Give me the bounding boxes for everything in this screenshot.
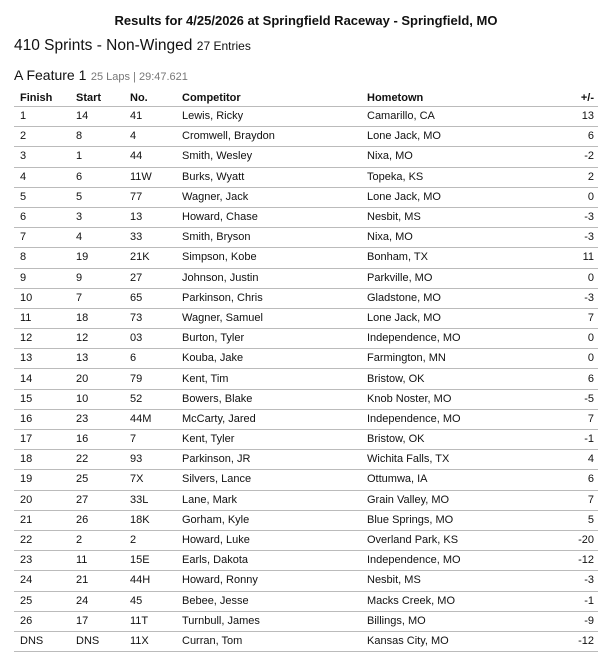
column-header-hometown: Hometown xyxy=(367,87,542,107)
table-row xyxy=(14,430,598,450)
cell-start: 5 xyxy=(76,187,130,207)
table-row xyxy=(14,631,598,651)
table-row xyxy=(14,551,598,571)
cell-hometown: Lone Jack, MO xyxy=(367,187,542,207)
cell-plusminus: -2 xyxy=(542,147,598,167)
table-row xyxy=(14,611,598,631)
cell-competitor: Smith, Bryson xyxy=(182,228,367,248)
table-row xyxy=(14,228,598,248)
cell-finish: 10 xyxy=(14,288,76,308)
cell-number: 44H xyxy=(130,571,182,591)
cell-number: 44M xyxy=(130,409,182,429)
cell-start: 25 xyxy=(76,470,130,490)
cell-plusminus: -5 xyxy=(542,389,598,409)
cell-competitor: Burton, Tyler xyxy=(182,329,367,349)
cell-hometown: Bonham, TX xyxy=(367,248,542,268)
cell-plusminus: 4 xyxy=(542,450,598,470)
cell-start: 6 xyxy=(76,167,130,187)
cell-start: 24 xyxy=(76,591,130,611)
cell-hometown: Lone Jack, MO xyxy=(367,308,542,328)
cell-competitor: Gorham, Kyle xyxy=(182,510,367,530)
cell-competitor: Silvers, Lance xyxy=(182,470,367,490)
report-title: Results for 4/25/2026 at Springfield Raceway - Springfield, MO xyxy=(114,13,498,28)
cell-number: 27 xyxy=(130,268,182,288)
cell-start: 27 xyxy=(76,490,130,510)
table-row xyxy=(14,248,598,268)
table-row xyxy=(14,329,598,349)
cell-plusminus: 13 xyxy=(542,107,598,127)
cell-competitor: Turnbull, James xyxy=(182,611,367,631)
cell-start: 19 xyxy=(76,248,130,268)
cell-start: 8 xyxy=(76,127,130,147)
cell-hometown: Nesbit, MS xyxy=(367,571,542,591)
cell-start: 10 xyxy=(76,389,130,409)
cell-finish: 22 xyxy=(14,530,76,550)
cell-number: 11T xyxy=(130,611,182,631)
cell-finish: 23 xyxy=(14,551,76,571)
cell-competitor: Parkinson, Chris xyxy=(182,288,367,308)
cell-hometown: Knob Noster, MO xyxy=(367,389,542,409)
cell-hometown: Macks Creek, MO xyxy=(367,591,542,611)
cell-finish: 18 xyxy=(14,450,76,470)
cell-plusminus: -12 xyxy=(542,551,598,571)
table-row xyxy=(14,187,598,207)
cell-hometown: Billings, MO xyxy=(367,611,542,631)
cell-competitor: Johnson, Justin xyxy=(182,268,367,288)
cell-finish: 8 xyxy=(14,248,76,268)
cell-number: 33L xyxy=(130,490,182,510)
cell-start: 16 xyxy=(76,430,130,450)
cell-finish: 5 xyxy=(14,187,76,207)
class-name: 410 Sprints - Non-Winged xyxy=(14,37,193,54)
cell-plusminus: 2 xyxy=(542,167,598,187)
cell-competitor: Bebee, Jesse xyxy=(182,591,367,611)
column-header-start: Start xyxy=(76,87,130,107)
cell-finish: 11 xyxy=(14,308,76,328)
cell-plusminus: -3 xyxy=(542,571,598,591)
cell-number: 45 xyxy=(130,591,182,611)
cell-plusminus: 7 xyxy=(542,308,598,328)
cell-plusminus: 6 xyxy=(542,470,598,490)
table-row xyxy=(14,409,598,429)
column-header-number: No. xyxy=(130,87,182,107)
cell-number: 77 xyxy=(130,187,182,207)
cell-plusminus: -3 xyxy=(542,288,598,308)
cell-competitor: Wagner, Samuel xyxy=(182,308,367,328)
cell-finish: 7 xyxy=(14,228,76,248)
cell-competitor: Wagner, Jack xyxy=(182,187,367,207)
cell-start: 26 xyxy=(76,510,130,530)
cell-start: 17 xyxy=(76,611,130,631)
cell-competitor: Earls, Dakota xyxy=(182,551,367,571)
cell-hometown: Independence, MO xyxy=(367,409,542,429)
cell-competitor: Bowers, Blake xyxy=(182,389,367,409)
cell-plusminus: -12 xyxy=(542,631,598,651)
cell-finish: 9 xyxy=(14,268,76,288)
table-row xyxy=(14,127,598,147)
cell-competitor: Smith, Wesley xyxy=(182,147,367,167)
cell-finish: 4 xyxy=(14,167,76,187)
table-row xyxy=(14,107,598,127)
cell-start: 2 xyxy=(76,530,130,550)
cell-finish: 3 xyxy=(14,147,76,167)
cell-hometown: Kansas City, MO xyxy=(367,631,542,651)
cell-hometown: Topeka, KS xyxy=(367,167,542,187)
cell-plusminus: 5 xyxy=(542,510,598,530)
table-header-row xyxy=(14,87,598,107)
cell-competitor: Kent, Tim xyxy=(182,369,367,389)
cell-number: 15E xyxy=(130,551,182,571)
table-row xyxy=(14,167,598,187)
cell-competitor: Simpson, Kobe xyxy=(182,248,367,268)
cell-hometown: Independence, MO xyxy=(367,329,542,349)
cell-hometown: Camarillo, CA xyxy=(367,107,542,127)
cell-number: 79 xyxy=(130,369,182,389)
cell-number: 73 xyxy=(130,308,182,328)
table-row xyxy=(14,207,598,227)
cell-number: 65 xyxy=(130,288,182,308)
cell-start: 7 xyxy=(76,288,130,308)
cell-start: 23 xyxy=(76,409,130,429)
cell-number: 6 xyxy=(130,349,182,369)
cell-finish: 6 xyxy=(14,207,76,227)
cell-finish: DNS xyxy=(14,631,76,651)
cell-finish: 26 xyxy=(14,611,76,631)
cell-plusminus: 6 xyxy=(542,127,598,147)
cell-number: 18K xyxy=(130,510,182,530)
cell-plusminus: -1 xyxy=(542,430,598,450)
cell-start: 21 xyxy=(76,571,130,591)
cell-start: 22 xyxy=(76,450,130,470)
column-header-finish: Finish xyxy=(14,87,76,107)
cell-number: 41 xyxy=(130,107,182,127)
cell-plusminus: 0 xyxy=(542,349,598,369)
cell-number: 44 xyxy=(130,147,182,167)
cell-number: 7 xyxy=(130,430,182,450)
cell-plusminus: -1 xyxy=(542,591,598,611)
cell-number: 13 xyxy=(130,207,182,227)
cell-hometown: Nixa, MO xyxy=(367,147,542,167)
cell-finish: 12 xyxy=(14,329,76,349)
cell-plusminus: 11 xyxy=(542,248,598,268)
cell-number: 52 xyxy=(130,389,182,409)
cell-competitor: Lane, Mark xyxy=(182,490,367,510)
cell-hometown: Bristow, OK xyxy=(367,430,542,450)
cell-start: 11 xyxy=(76,551,130,571)
cell-number: 33 xyxy=(130,228,182,248)
table-row xyxy=(14,268,598,288)
cell-finish: 14 xyxy=(14,369,76,389)
class-heading xyxy=(14,35,598,57)
table-row xyxy=(14,147,598,167)
cell-number: 4 xyxy=(130,127,182,147)
cell-hometown: Blue Springs, MO xyxy=(367,510,542,530)
cell-plusminus: -9 xyxy=(542,611,598,631)
table-row xyxy=(14,530,598,550)
results-body xyxy=(14,107,598,652)
cell-finish: 2 xyxy=(14,127,76,147)
cell-competitor: Howard, Ronny xyxy=(182,571,367,591)
cell-plusminus: -3 xyxy=(542,207,598,227)
cell-competitor: Parkinson, JR xyxy=(182,450,367,470)
results-table xyxy=(14,87,598,652)
cell-plusminus: 0 xyxy=(542,329,598,349)
cell-hometown: Farmington, MN xyxy=(367,349,542,369)
cell-finish: 20 xyxy=(14,490,76,510)
cell-finish: 1 xyxy=(14,107,76,127)
cell-start: 4 xyxy=(76,228,130,248)
cell-finish: 21 xyxy=(14,510,76,530)
table-row xyxy=(14,389,598,409)
cell-plusminus: -3 xyxy=(542,228,598,248)
entries-count: 27 Entries xyxy=(196,39,251,53)
cell-competitor: Kent, Tyler xyxy=(182,430,367,450)
cell-plusminus: -20 xyxy=(542,530,598,550)
column-header-competitor: Competitor xyxy=(182,87,367,107)
cell-start: 12 xyxy=(76,329,130,349)
cell-start: 3 xyxy=(76,207,130,227)
cell-number: 7X xyxy=(130,470,182,490)
cell-start: 18 xyxy=(76,308,130,328)
cell-finish: 13 xyxy=(14,349,76,369)
table-row xyxy=(14,490,598,510)
cell-hometown: Independence, MO xyxy=(367,551,542,571)
cell-number: 11W xyxy=(130,167,182,187)
feature-meta: 25 Laps | 29:47.621 xyxy=(90,71,188,83)
cell-competitor: Cromwell, Braydon xyxy=(182,127,367,147)
cell-start: 1 xyxy=(76,147,130,167)
cell-hometown: Parkville, MO xyxy=(367,268,542,288)
cell-hometown: Bristow, OK xyxy=(367,369,542,389)
cell-number: 11X xyxy=(130,631,182,651)
cell-plusminus: 0 xyxy=(542,187,598,207)
cell-hometown: Overland Park, KS xyxy=(367,530,542,550)
cell-competitor: Burks, Wyatt xyxy=(182,167,367,187)
cell-finish: 17 xyxy=(14,430,76,450)
cell-hometown: Nixa, MO xyxy=(367,228,542,248)
feature-name: A Feature 1 xyxy=(14,67,87,83)
cell-competitor: Howard, Chase xyxy=(182,207,367,227)
cell-hometown: Lone Jack, MO xyxy=(367,127,542,147)
cell-competitor: Kouba, Jake xyxy=(182,349,367,369)
cell-number: 21K xyxy=(130,248,182,268)
cell-finish: 16 xyxy=(14,409,76,429)
cell-competitor: Lewis, Ricky xyxy=(182,107,367,127)
table-row xyxy=(14,510,598,530)
feature-heading xyxy=(14,66,598,84)
cell-start: DNS xyxy=(76,631,130,651)
table-row xyxy=(14,308,598,328)
cell-finish: 19 xyxy=(14,470,76,490)
cell-plusminus: 0 xyxy=(542,268,598,288)
table-row xyxy=(14,349,598,369)
cell-start: 9 xyxy=(76,268,130,288)
cell-competitor: McCarty, Jared xyxy=(182,409,367,429)
cell-competitor: Curran, Tom xyxy=(182,631,367,651)
cell-hometown: Gladstone, MO xyxy=(367,288,542,308)
table-row xyxy=(14,470,598,490)
cell-number: 03 xyxy=(130,329,182,349)
cell-start: 13 xyxy=(76,349,130,369)
table-row xyxy=(14,591,598,611)
column-header-plusminus: +/- xyxy=(542,87,598,107)
table-row xyxy=(14,571,598,591)
table-row xyxy=(14,450,598,470)
table-row xyxy=(14,369,598,389)
cell-competitor: Howard, Luke xyxy=(182,530,367,550)
cell-hometown: Ottumwa, IA xyxy=(367,470,542,490)
cell-finish: 15 xyxy=(14,389,76,409)
cell-finish: 25 xyxy=(14,591,76,611)
cell-start: 14 xyxy=(76,107,130,127)
table-row xyxy=(14,288,598,308)
cell-hometown: Grain Valley, MO xyxy=(367,490,542,510)
cell-plusminus: 7 xyxy=(542,490,598,510)
cell-number: 2 xyxy=(130,530,182,550)
cell-start: 20 xyxy=(76,369,130,389)
cell-plusminus: 7 xyxy=(542,409,598,429)
cell-hometown: Nesbit, MS xyxy=(367,207,542,227)
cell-number: 93 xyxy=(130,450,182,470)
cell-hometown: Wichita Falls, TX xyxy=(367,450,542,470)
cell-plusminus: 6 xyxy=(542,369,598,389)
cell-finish: 24 xyxy=(14,571,76,591)
